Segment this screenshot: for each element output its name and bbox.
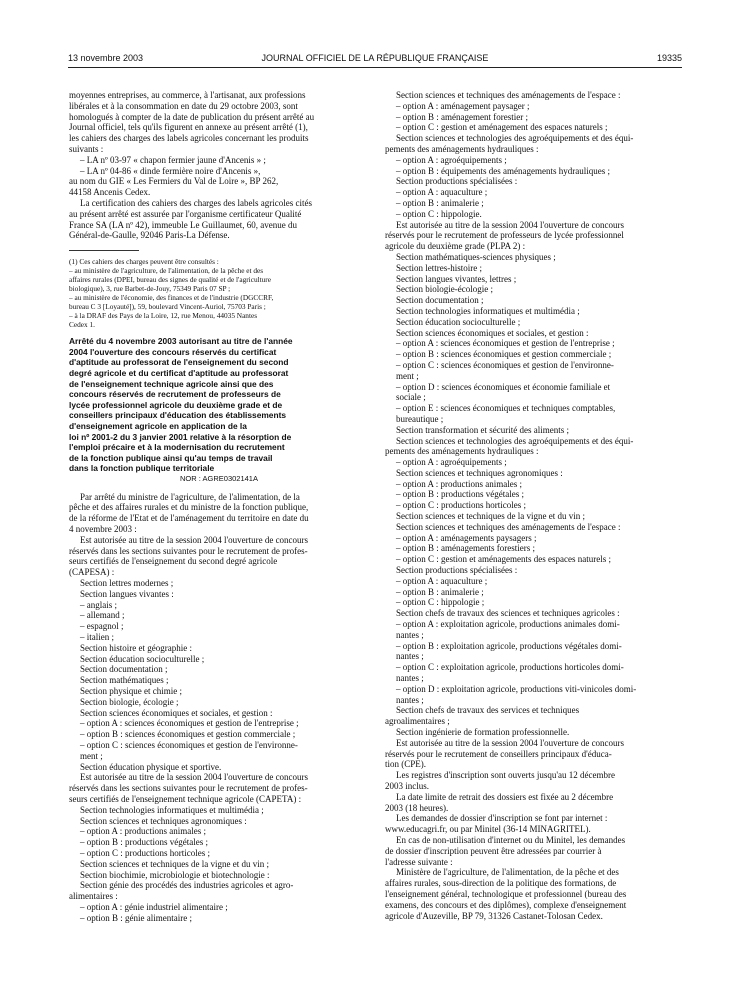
text-line: – option A : génie industriel alimentaire ; [80, 901, 228, 912]
text-line: (CAPESA) : [69, 567, 115, 578]
text-line: agricole du deuxième grade (PLPA 2) : [385, 241, 526, 252]
text-line: nantes ; [396, 694, 424, 705]
text-line: nantes ; [396, 673, 424, 684]
text-line: – LA nº 04-86 « dinde fermière noire d'Ancenis », [80, 165, 261, 176]
text-line: Section physique et chimie ; [80, 686, 182, 697]
text-line: de la réforme de l'Etat et de l'aménagement du territoire en date du [69, 513, 309, 524]
footnote-line: biologique), 3, rue Barbet-de-Jouy, 75349 Paris 07 SP ; [69, 284, 231, 294]
text-line: libérales et à la consommation en date du 29 octobre 2003, sont [69, 100, 298, 111]
text-line: réservés dans les sections suivantes pour le recrutement de profes- [69, 783, 308, 794]
text-line: Section chefs de travaux des services et techniques [396, 705, 580, 716]
text-line: – option C : productions horticoles ; [396, 500, 526, 511]
text-line: Section mathématiques-sciences physiques ; [396, 251, 556, 262]
text-line: En cas de non-utilisation d'internet ou du Minitel, les demandes [396, 834, 626, 845]
text-line: agricole d'Auzeville, BP 79, 31326 Castanet-Tolosan Cedex. [385, 910, 603, 921]
text-line: Les registres d'inscription sont ouverts jusqu'au 12 décembre [396, 770, 615, 781]
text-line: homologués à compter de la date de publication du présent arrêté au [69, 111, 315, 122]
text-line: France SA (LA nº 42), immeuble Le Guillaumet, 60, avenue du [69, 219, 297, 230]
text-line: seurs certifiés de l'enseignement du second degré agricole [69, 556, 278, 567]
text-line: Section documentation ; [396, 295, 484, 306]
footnote-line: bureau C 3 [Loyauté]), 59, boulevard Vincent-Auriol, 75703 Paris ; [69, 302, 266, 312]
text-line: – option A : aménagements paysagers ; [396, 532, 537, 543]
text-line: – option A : aquaculture ; [396, 575, 488, 586]
text-line: réservés pour le recrutement de professeurs de lycée professionnel [385, 230, 624, 241]
page-header [68, 53, 682, 67]
text-line: bureautique ; [396, 413, 444, 424]
text-line: Section génie des procédés des industries agricoles et agro- [80, 880, 294, 891]
text-line: examens, des concours et des diplômes), complexe d'enseignement [385, 899, 627, 910]
text-line: Section langues vivantes, lettres ; [396, 273, 517, 284]
text-line: Section sciences et techniques des aménagements de l'espace : [396, 521, 621, 532]
decree-title-line: loi nº 2001-2 du 3 janvier 2001 relative à la résorption de [69, 431, 292, 442]
text-line: 4 novembre 2003 : [69, 524, 137, 535]
text-line: – option C : hippologie ; [396, 597, 485, 608]
text-line: Section ingénierie de formation professionnelle. [396, 727, 570, 738]
text-line: – option A : sciences économiques et gestion de l'entreprise ; [396, 338, 615, 349]
text-line: nantes ; [396, 651, 424, 662]
text-line: – option D : exploitation agricole, productions viti-vinicoles domi- [396, 683, 637, 694]
text-line: – option B : animalerie ; [396, 197, 484, 208]
footnote-line: affaires rurales (DPEI, bureau des signes de qualité et de l'agriculture [69, 275, 271, 285]
text-line: affaires rurales, sous-direction de la politique des formations, de [385, 878, 617, 889]
decree-title-line: conseillers principaux d'éducation des établissements [69, 410, 287, 421]
text-line: – espagnol ; [80, 621, 124, 632]
text-line: moyennes entreprises, au commerce, à l'artisanat, aux professions [69, 90, 306, 100]
text-line: – option B : aménagement forestier ; [396, 111, 528, 122]
decree-title-line: 2004 l'ouverture des concours réservés du certificat [69, 346, 277, 357]
spacer [69, 241, 369, 248]
text-line: – option B : productions végétales ; [80, 837, 208, 848]
text-line: Section technologies informatiques et multimédia ; [80, 804, 264, 815]
text-line: – option C : hippologie. [396, 208, 482, 219]
text-line: Section sciences et techniques des aménagements de l'espace : [396, 90, 621, 100]
text-line: Section documentation ; [80, 664, 168, 675]
text-line: nantes ; [396, 629, 424, 640]
text-line: suivants : [69, 143, 104, 154]
decree-title-line: d'aptitude au professorat de l'enseignement du second [69, 357, 289, 368]
text-line: Est autorisée au titre de la session 2004 l'ouverture de concours [80, 534, 309, 545]
text-line: – option B : sciences économiques et gestion commerciale ; [396, 349, 612, 360]
text-line: Section sciences et techniques agronomiques : [80, 815, 247, 826]
footnote-line: – au ministère de l'économie, des finances et de l'industrie (DGCCRF, [69, 293, 274, 303]
decree-title-line: degré agricole et du certificat d'aptitude au professorat [69, 367, 289, 378]
text-line: – option A : productions animales ; [396, 478, 522, 489]
text-line: tion (CPE). [385, 759, 427, 770]
text-line: Section éducation socioculturelle ; [80, 653, 205, 664]
decree-title-line: de la fonction publique ainsi qu'au temps de travail [69, 452, 273, 463]
text-line: – option B : sciences économiques et gestion commerciale ; [80, 729, 296, 740]
left-column [69, 90, 369, 924]
text-line: – allemand ; [80, 610, 125, 621]
text-line: Section sciences et techniques de la vigne et du vin ; [80, 858, 269, 869]
text-line: – option D : sciences économiques et économie familiale et [396, 381, 611, 392]
text-line: – option A : sciences économiques et gestion de l'entreprise ; [80, 718, 299, 729]
footnote-line: Cedex 1. [69, 320, 95, 330]
text-line: l'adresse suivante : [385, 856, 453, 867]
text-line: Section transformation et sécurité des aliments ; [396, 424, 569, 435]
text-line: Est autorisée au titre de la session 2004 l'ouverture de concours [80, 772, 309, 783]
text-line: – option A : agroéquipements ; [396, 154, 507, 165]
text-line: – option A : aquaculture ; [396, 187, 488, 198]
text-line: seurs certifiés de l'enseignement technique agricole (CAPETA) : [69, 793, 302, 804]
footnote-line: – au ministère de l'agriculture, de l'alimentation, de la pêche et des [69, 266, 264, 276]
decree-title-line: d'enseignement agricole en application de la [69, 420, 247, 431]
text-line: Section sciences économiques et sociales, et gestion : [396, 327, 589, 338]
text-line: – option B : équipements des aménagements hydrauliques ; [396, 165, 610, 176]
text-line: alimentaires : [69, 891, 118, 902]
text-line: les cahiers des charges des labels agricoles concernant les produits [69, 133, 309, 144]
text-line: Section sciences et techniques de la vigne et du vin ; [396, 511, 585, 522]
text-line: – option C : sciences économiques et gestion de l'environne- [80, 740, 298, 750]
text-line: Section lettres-histoire ; [396, 262, 482, 273]
text-line: – option A : agroéquipements ; [396, 457, 507, 468]
text-line: www.educagri.fr, ou par Minitel (36-14 MINAGRITEL). [385, 824, 591, 835]
text-line: l'enseignement général, technologique et professionnel (bureau des [385, 888, 627, 899]
text-line: – option C : gestion et aménagements des espaces naturels ; [396, 554, 611, 565]
text-line: pêche et des affaires rurales et du ministre de la fonction publique, [69, 502, 309, 513]
text-line: – option C : sciences économiques et gestion de l'environne- [396, 359, 614, 370]
text-line: Section chefs de travaux des sciences et techniques agricoles : [396, 608, 620, 619]
text-line: Section éducation physique et sportive. [80, 761, 222, 772]
right-column [385, 90, 685, 921]
text-line: au présent arrêté est assurée par l'organisme certificateur Qualité [69, 208, 302, 219]
text-line: de dossier d'inscription peuvent être adressées par courrier à [385, 845, 602, 856]
text-line: agroalimentaires ; [385, 716, 450, 727]
text-line: 44158 Ancenis Cedex. [69, 187, 151, 198]
text-line: Section langues vivantes : [80, 588, 174, 599]
text-line: – LA nº 03-97 « chapon fermier jaune d'Ancenis » ; [80, 154, 266, 165]
text-line: réservés pour le recrutement de conseillers principaux d'éduca- [385, 748, 612, 759]
text-line: pements des aménagements hydrauliques : [385, 143, 539, 154]
decree-title-line: dans la fonction publique territoriale [69, 463, 215, 474]
text-line: Section lettres modernes ; [80, 578, 174, 589]
text-line: Section histoire et géographie : [80, 642, 192, 653]
decree-title-line: Arrêté du 4 novembre 2003 autorisant au titre de l'année [69, 336, 293, 347]
text-line: sociale ; [396, 392, 426, 403]
decree-title-line: concours réservés de recrutement de professeurs de [69, 389, 281, 400]
text-line: Section biochimie, microbiologie et biotechnologie : [80, 869, 270, 880]
text-line: Section productions spécialisées : [396, 565, 518, 576]
text-line: Section sciences et techniques agronomiques : [396, 467, 563, 478]
header-rule [68, 67, 682, 68]
decree-title-line: de l'enseignement technique agricole ainsi que des [69, 378, 274, 389]
spacer [69, 329, 369, 336]
spacer [69, 485, 369, 492]
text-line: – option B : productions végétales ; [396, 489, 524, 500]
decree-title-line: l'emploi précaire et à la modernisation du recrutement [69, 442, 285, 453]
text-line: – option B : génie alimentaire ; [80, 912, 192, 923]
nor-reference: NOR : AGRE0302141A [180, 473, 258, 483]
text-line: – option C : productions horticoles ; [80, 847, 210, 858]
text-line: pements des aménagements hydrauliques : [385, 446, 539, 457]
text-line: Journal officiel, tels qu'ils figurent en annexe au présent arrêté (1), [69, 122, 308, 133]
text-line: La date limite de retrait des dossiers est fixée au 2 décembre [396, 791, 614, 802]
text-line: Est autorisée au titre de la session 2004 l'ouverture de concours [396, 737, 625, 748]
header-journal-title: JOURNAL OFFICIEL DE LA RÉPUBLIQUE FRANÇAISE [261, 53, 489, 63]
footnote-rule [69, 250, 139, 251]
text-line: au nom du GIE « Les Fermiers du Val de Loire », BP 262, [69, 176, 279, 187]
text-line: ment ; [80, 750, 103, 761]
text-line: Ministère de l'agriculture, de l'alimentation, de la pêche et des [396, 867, 619, 878]
text-line: – option A : productions animales ; [80, 826, 206, 837]
text-line: Section biologie, écologie ; [80, 696, 179, 707]
text-line: – option A : aménagement paysager ; [396, 100, 530, 111]
text-line: Section éducation socioculturelle ; [396, 316, 521, 327]
text-line: Section sciences et technologies des agroéquipements et des équi- [396, 133, 634, 144]
text-line: 2003 (18 heures). [385, 802, 449, 813]
text-line: La certification des cahiers des charges des labels agricoles cités [80, 197, 312, 208]
text-line: Section biologie-écologie ; [396, 284, 493, 295]
text-line: ment ; [396, 370, 419, 381]
text-line: – italien ; [80, 632, 114, 643]
footnote-line: – à la DRAF des Pays de la Loire, 12, rue Menou, 44035 Nantes [69, 311, 258, 321]
text-line: – option C : exploitation agricole, productions horticoles domi- [396, 662, 624, 673]
text-line: Est autorisée au titre de la session 2004 l'ouverture de concours [396, 219, 625, 230]
header-date: 13 novembre 2003 [68, 53, 144, 63]
text-line: Par arrêté du ministre de l'agriculture, de l'alimentation, de la [80, 491, 300, 502]
text-line: – option A : exploitation agricole, productions animales domi- [396, 619, 620, 630]
header-page-number: 19335 [656, 53, 682, 63]
text-line: Les demandes de dossier d'inscription se font par internet : [396, 813, 608, 824]
footnote-line: (1) Ces cahiers des charges peuvent être consultés : [69, 257, 219, 267]
text-line: – anglais ; [80, 599, 117, 610]
text-line: réservés dans les sections suivantes pour le recrutement de profes- [69, 545, 308, 556]
decree-title-line: lycée professionnel agricole du deuxième grade et de [69, 399, 283, 410]
text-line: Général-de-Gaulle, 92046 Paris-La Défense. [69, 230, 230, 241]
text-line: – option B : aménagements forestiers ; [396, 543, 535, 554]
text-line: Section mathématiques ; [80, 675, 169, 686]
text-line: Section sciences économiques et sociales, et gestion : [80, 707, 273, 718]
text-line: Section productions spécialisées : [396, 176, 518, 187]
text-line: – option B : exploitation agricole, productions végétales domi- [396, 640, 622, 651]
text-line: 2003 inclus. [385, 781, 429, 791]
text-line: Section technologies informatiques et multimédia ; [396, 305, 580, 316]
text-line: – option C : gestion et aménagement des espaces naturels ; [396, 122, 608, 133]
text-line: – option E : sciences économiques et techniques comptables, [396, 403, 616, 414]
text-line: – option B : animalerie ; [396, 586, 484, 597]
text-line: Section sciences et technologies des agroéquipements et des équi- [396, 435, 634, 446]
